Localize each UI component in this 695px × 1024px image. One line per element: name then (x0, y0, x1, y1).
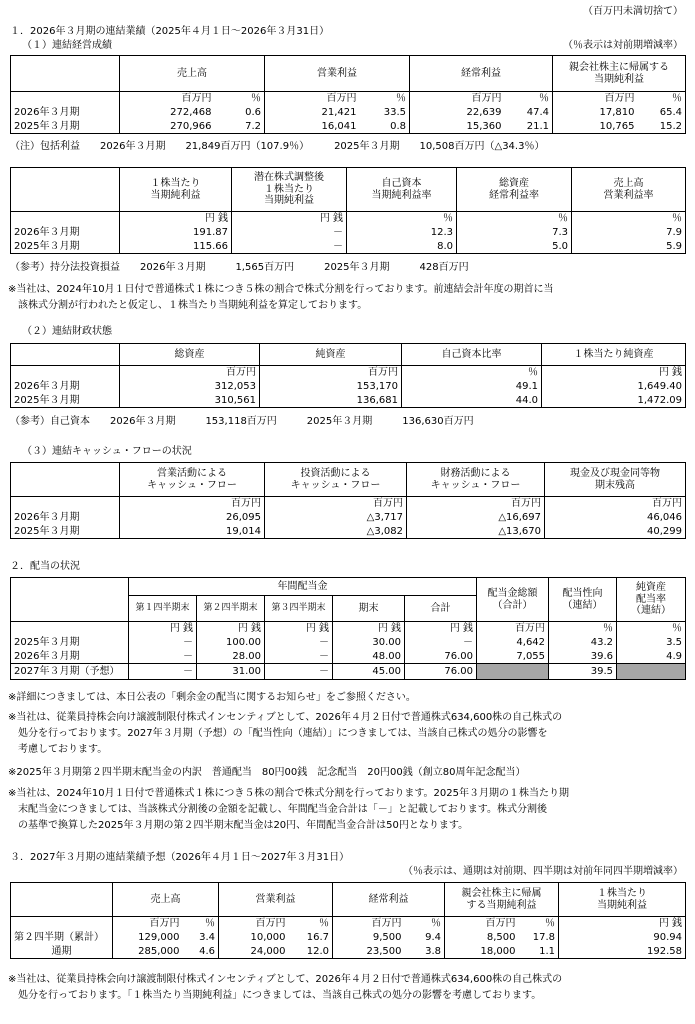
unit: ％ (539, 93, 549, 104)
header-roa: 総資産 経常利益率 (457, 168, 572, 212)
header-net-income: 親会社株主に帰属する 当期純利益 (553, 56, 686, 92)
table-row: 2025年３月期 310,561 136,681 44.0 1,472.09 (11, 394, 686, 408)
table-row: 第２四半期（累計） 129,000 3.4 10,000 16.7 9,500 9.4 8,500 17.8 90.94 (11, 931, 686, 945)
unit: 百万円 (265, 92, 360, 106)
forecast-change-note: （％表示は、通期は対前期、四半期は対前年同四半期増減率） (403, 866, 683, 877)
operating-results-table (10, 55, 686, 134)
dividend-note-2: ※当社は、従業員持株会向け譲渡制限付株式インセンティブとして、2026年４月２日付で普通株式634,600株の自己株式の 処分を行っております。2027年３月期（予想）の「配当性向（連結）」につきましては、当該自己株式の処分の影響を 考慮しております。 (8, 712, 563, 755)
dividends-title: ２．配当の状況 (10, 561, 80, 572)
dividend-note-3: ※2025年３月期第２四半期末配当金の内訳 普通配当 80円00銭 記念配当 20円00銭（創立80周年記念配当） (8, 767, 526, 778)
forecast-footnote: ※当社は、従業員持株会向け譲渡制限付株式インセンティブとして、2026年４月２日付で普通株式634,600株の自己株式の 処分を行っております。「１株当たり当期純利益」につきましては、当該自己株式の処分の影響を考慮しております。 (8, 974, 563, 1001)
unit: 百万円 (120, 92, 215, 106)
table-row: 2026年３月期 191.87 － 12.3 7.3 7.9 (11, 226, 686, 240)
table-row: 2025年３月期 － 100.00 － 30.00 － 4,642 43.2 3.5 (11, 636, 686, 650)
header-eps: １株当たり 当期純利益 (120, 168, 232, 212)
unit: ％ (251, 93, 261, 104)
per-share-table: １株当たり 当期純利益 潜在株式調整後 １株当たり 当期純利益 自己資本 当期純利益率 総資産 経常利益率 売上高 営業利益率 円 銭 円 銭 ％ ％ ％ 2026年３月期 191.87 － 12.3 7.3 7.9 2025年３月期 115.66 － 8.0 5.0 5.9 (10, 167, 686, 254)
gray-cell (477, 664, 549, 680)
unit: ％ (396, 93, 406, 104)
equity-method-note: （参考）持分法投資損益 2026年３月期 1,565百万円 2025年３月期 428百万円 (10, 262, 469, 273)
results-subtitle: （１）連結経営成績 (22, 40, 112, 51)
table-row: 2026年３月期 312,053 153,170 49.1 1,649.40 (11, 380, 686, 394)
header-operating-income: 営業利益 (265, 56, 410, 92)
forecast-table: 売上高 営業利益 経常利益 親会社株主に帰属 する当期純利益 １株当たり 当期純利益 百万円 ％ 百万円 ％ 百万円 ％ 百万円 ％ 円 銭 第２四半期（累計） 129,000 3.4 10,000 16.7 9,500 9.4 8,500 17.8 90.94 通期 285,000 4.6 24,000 12.0 23,500 3.8 18,000 1.1 192.58 (10, 882, 686, 959)
equity-note: （参考）自己資本 2026年３月期 153,118百万円 2025年３月期 136,630百万円 (10, 416, 474, 427)
stock-split-note: ※当社は、2024年10月１日付で普通株式１株につき５株の割合で株式分割を行っております。前連結会計年度の期首に当 該株式分割が行われたと仮定し、１株当たり当期純利益を算定しております。 (8, 284, 554, 311)
table-row: 2027年３月期（予想） － 31.00 － 45.00 76.00 39.5 (11, 664, 686, 680)
section1-title: １．2026年３月期の連結業績（2025年４月１日～2026年３月31日） (10, 26, 330, 37)
table-row: 2026年３月期 26,095 △3,717 △16,697 46,046 (11, 511, 686, 525)
gray-cell (617, 664, 686, 680)
comprehensive-income-note: （注）包括利益 2026年３月期 21,849百万円（107.9％） 2025年３月期 10,508百万円（△34.3％） (10, 141, 545, 152)
unit: 百万円 (410, 92, 505, 106)
header-diluted-eps: 潜在株式調整後 １株当たり 当期純利益 (232, 168, 347, 212)
unit-note: （百万円未満切捨て） (583, 6, 683, 17)
table-row: 2026年３月期 272,468 0.6 21,421 33.5 22,639 47.4 17,810 65.4 (11, 106, 686, 120)
cashflow-table: 営業活動による キャッシュ・フロー 投資活動による キャッシュ・フロー 財務活動による キャッシュ・フロー 現金及び現金同等物 期末残高 百万円 百万円 百万円 百万円 2026年３月期 26,095 △3,717 △16,697 46,046 2025年３月期 19,014 △3,082 △13,670 40,299 (10, 462, 686, 539)
header-operating-margin: 売上高 営業利益率 (572, 168, 686, 212)
dividend-note-4: ※当社は、2024年10月１日付で普通株式１株につき５株の割合で株式分割を行っております。2025年３月期の１株当たり期 末配当金につきましては、当該株式分割後の金額を記載し、年間配当金合計は「－」と記載しております。株式分割後 の基準で換算した2025年３月期の第２四半期末配当金は20円、年間配当金合計は50円となります。 (8, 788, 570, 831)
financial-position-title: （２）連結財政状態 (22, 326, 112, 337)
table-row: 2026年３月期 － 28.00 － 48.00 76.00 7,055 39.6 4.9 (11, 650, 686, 664)
unit: 百万円 (553, 92, 638, 106)
table-row: 2025年３月期 19,014 △3,082 △13,670 40,299 (11, 525, 686, 539)
table-row: 通期 285,000 4.6 24,000 12.0 23,500 3.8 18,000 1.1 192.58 (11, 945, 686, 959)
dividend-note-1: ※詳細につきましては、本日公表の「剰余金の配当に関するお知らせ」をご参照ください。 (8, 692, 416, 703)
dividends-table: 年間配当金 配当金総額 （合計） 配当性向 （連結） 純資産 配当率 （連結） 第１四半期末 第２四半期末 第３四半期末 期末 合計 円 銭 円 銭 円 銭 円 銭 円 銭 百万円 ％ ％ 2025年３月期 － 100.00 － 30.00 － 4,642 43.2 3.5 2026年３月期 － 28.00 － 48.00 76.00 7,055 39.6 4.9 2027年３月期（予想） － 31.00 － 45.00 76.00 39.5 (10, 577, 686, 680)
header-roe: 自己資本 当期純利益率 (347, 168, 457, 212)
forecast-title: ３．2027年３月期の連結業績予想（2026年４月１日～2027年３月31日） (10, 852, 350, 863)
table-row: 2025年３月期 115.66 － 8.0 5.0 5.9 (11, 240, 686, 254)
header-sales: 売上高 (120, 56, 265, 92)
cashflow-title: （３）連結キャッシュ・フローの状況 (22, 446, 192, 457)
results-change-note: （％表示は対前期増減率） (563, 40, 683, 51)
unit: ％ (638, 92, 686, 106)
header-ordinary-income: 経常利益 (410, 56, 553, 92)
financial-position-table: 総資産 純資産 自己資本比率 １株当たり純資産 百万円 百万円 ％ 円 銭 2026年３月期 312,053 153,170 49.1 1,649.40 2025年３月期 310,561 136,681 44.0 1,472.09 (10, 343, 686, 408)
table-row: 2025年３月期 270,966 7.2 16,041 0.8 15,360 21.1 10,765 15.2 (11, 120, 686, 134)
header-annual-dividend: 年間配当金 (129, 578, 477, 596)
